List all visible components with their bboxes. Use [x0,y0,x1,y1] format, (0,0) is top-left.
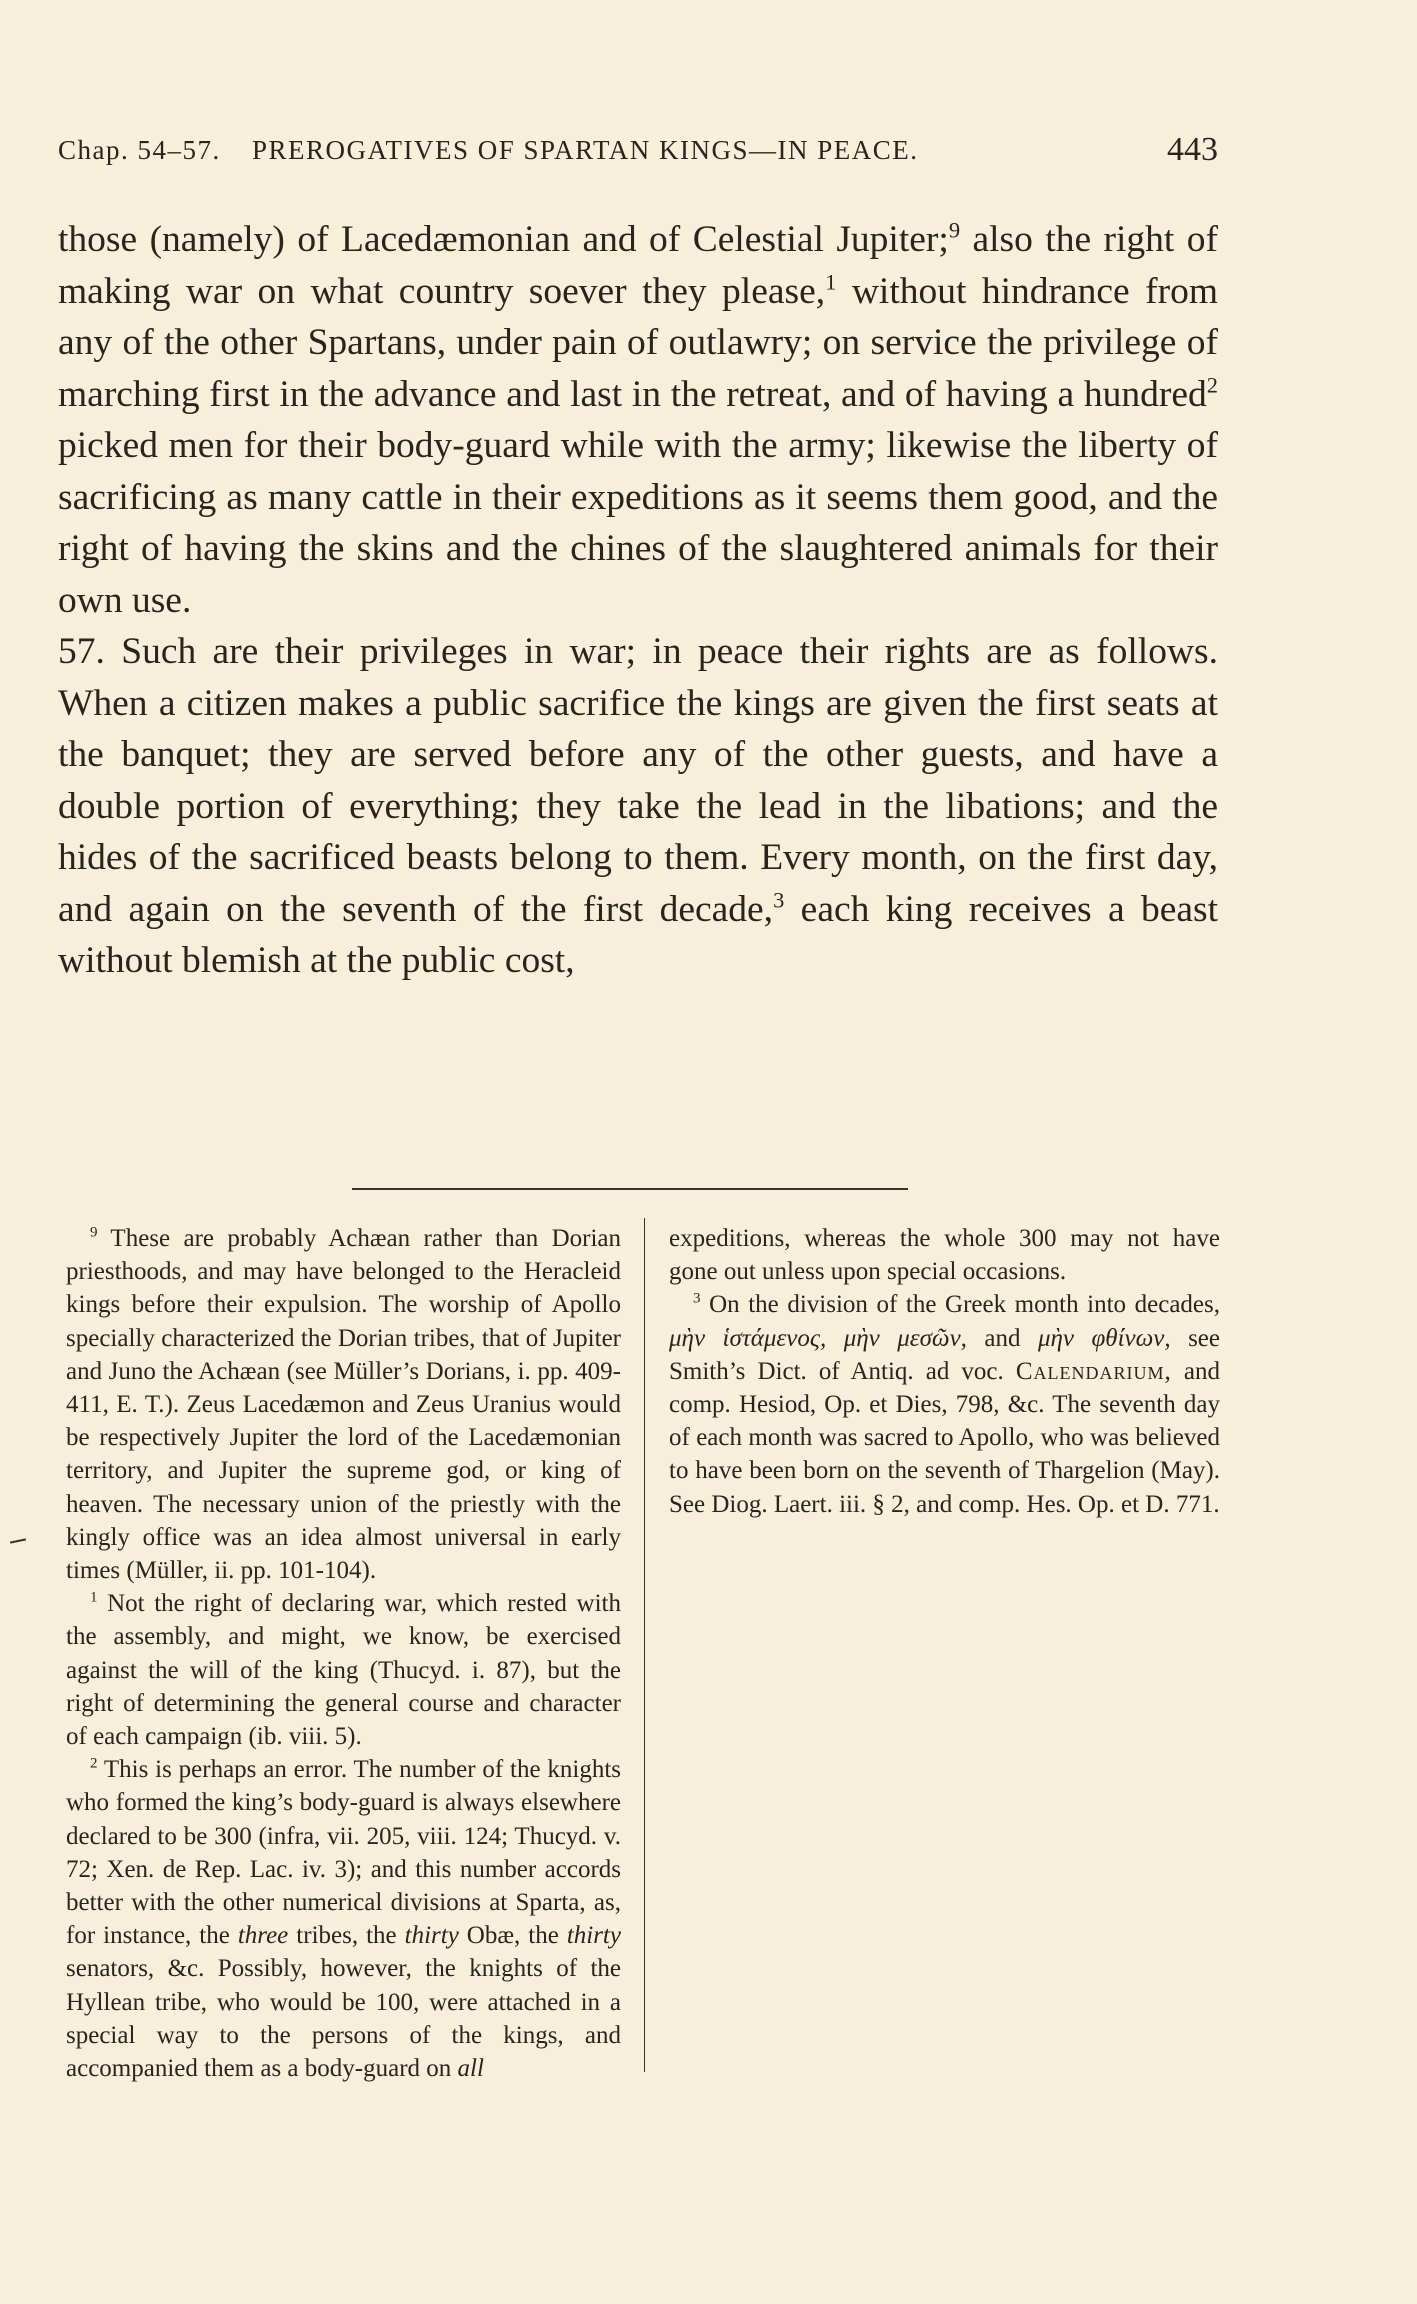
footnote-text: see Smith’s Dict. of Antiq. ad voc. [669,1324,1220,1385]
footnote-divider [352,1188,908,1190]
footnote-text: senators, &c. Possibly, however, the knights of the Hyllean tribe, who would be 100, were attached in a special way to the persons of the kings, and accompanied them as a body-guard on [66,1955,621,2083]
text-span: picked men for their body-guard while with the army; likewise the liberty of sacrificing as many cattle in their expeditions as it seems them good, and the right of having the skins and the chines of the slaughtered animals for their own use. [58,425,1218,621]
footnote-text: On the division of the Greek month into decades, [700,1291,1220,1319]
page-number: 443 [1167,131,1218,168]
main-text [58,214,1218,987]
footnote-text: Not the right of declaring war, which rested with the assembly, and might, we know, be exercised against the will of the king (Thucyd. i. 87), but the right of determining the general course and character of each campaign (ib. viii. 5). [66,1590,621,1751]
greek-text: μὴν ἱστάμενος, μὴν μεσῶν, [669,1324,967,1352]
text-span: also the right of making war on what country soever they please, [58,219,1218,312]
footnote-9 [66,1222,621,1587]
footnote-text: Obæ, the [458,1922,567,1950]
chapter-reference: Chap. 54–57. [58,135,221,165]
emphasis: thirty [566,1922,621,1950]
footnote-ref-9: 9 [948,217,961,243]
footnote-text: and comp. Hesiod, Op. et Dies, 798, &c. The seventh day of each month was sacred to Apollo, who was believed to have been born on the seventh of Thargelion (May). See Diog. Laert. iii. § 2, and comp. Hes. Op. et D. 771. [669,1357,1220,1518]
small-caps-term: Calendarium, [1015,1357,1172,1385]
paragraph-continued [58,214,1218,626]
footnote-marker: 3 [693,1291,701,1308]
emphasis: three [237,1922,289,1950]
footnote-text: and [966,1324,1038,1352]
footnote-marker: 9 [90,1224,98,1241]
text-span: each king receives a beast without blemish at the public cost, [58,888,1219,981]
footnote-ref-3: 3 [773,887,785,912]
footnote-1 [66,1587,621,1753]
footnote-3 [669,1288,1220,1520]
footnote-text: expeditions, whereas the whole 300 may not have gone out unless upon special occasions. [669,1225,1220,1286]
footnote-text: This is perhaps an error. The number of the knights who formed the king’s body-guard is always elsewhere declared to be 300 (infra, vii. 205, viii. 124; Thucyd. v. 72; Xen. de Rep. Lac. iv. 3); and this number accords better with the other numerical divisions at Sparta, as, for instance, the [66,1756,621,1950]
text-span: 57. Such are their privileges in war; in peace their rights are as follows. When a citizen makes a public sacrifice the kings are given the first seats at the banquet; they are served before any of the other guests, and have a double portion of everything; they take the lead in the libations; and the hides of the sacrificed beasts belong to them. Every month, on the first day, and again on the seventh of the first decade, [58,631,1218,930]
footnote-marker: 2 [90,1755,98,1772]
footnote-marker: 1 [90,1589,98,1606]
greek-text: μὴν φθίνων, [1037,1324,1171,1352]
emphasis: thirty [404,1922,459,1950]
footnote-ref-2: 2 [1206,372,1218,397]
text-span: without hindrance from any of the other Spartans, under pain of outlawry; on service the privilege of marching first in the advance and last in the retreat, and of having a hundred [58,270,1218,415]
footnote-2 [66,1753,621,2085]
footnotes-right-column [669,1222,1220,1521]
page-title: PREROGATIVES OF SPARTAN KINGS—IN PEACE. [252,135,919,165]
emphasis: all [457,2055,484,2083]
text-span: those (namely) of Lacedæmonian and of Celestial Jupiter; [58,219,949,260]
running-header [58,125,1218,175]
footnote-ref-1: 1 [825,269,837,294]
footnote-2-continued [669,1222,1220,1288]
margin-mark [10,1538,26,1543]
footnotes-left-column [66,1222,621,2085]
column-divider [644,1218,645,2072]
footnote-text: tribes, the [288,1922,405,1950]
paragraph-57 [58,626,1218,987]
footnote-text: These are probably Achæan rather than Dorian priesthoods, and may have belonged to the Heracleid kings before their expulsion. The worship of Apollo specially characterized the Dorian tribes, that of Jupiter and Juno the Achæan (see Müller’s Dorians, i. pp. 409-411, E. T.). Zeus Lacedæmon and Zeus Uranius would be respectively Jupiter the lord of the Lacedæmonian territory, and Jupiter the supreme god, or king of heaven. The necessary union of the priestly with the kingly office was an idea almost universal in early times (Müller, ii. pp. 101-104). [66,1225,621,1585]
